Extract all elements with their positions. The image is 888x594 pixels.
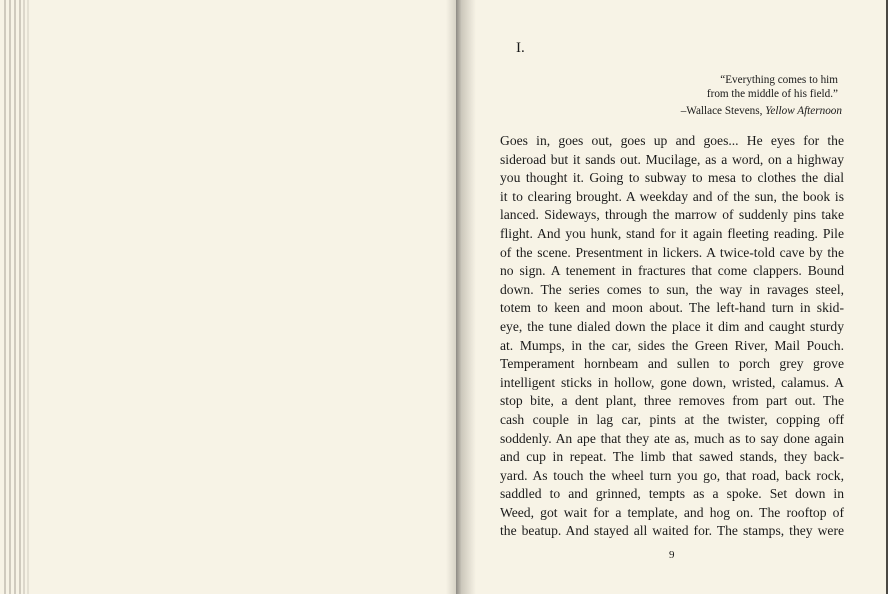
epigraph-quote [578, 73, 838, 101]
page-edge [23, 0, 25, 594]
body-line: Goes in, goes out, goes up and goes... He eyes for the [500, 133, 844, 148]
page-edge [19, 0, 21, 594]
section-number: I. [516, 40, 525, 56]
body-line: no sign. A tenement in fractures that come clappers. Bound [500, 263, 844, 279]
body-line: at. Mumps, in the car, sides the Green River, Mail Pouch. [500, 337, 844, 353]
body-line: eye, the tune dialed down the place it dim and caught sturdy [500, 318, 844, 334]
body-line: it to clearing brought. A weekday and of the sun, the book is [500, 188, 844, 204]
page-edge [14, 0, 16, 594]
body-line: soddenly. An ape that they ate as, much as to say done again [500, 430, 844, 446]
right-page-shadow [462, 0, 476, 594]
attribution-author: –Wallace Stevens, [680, 105, 766, 117]
body-line: and cup in repeat. The limb that sawed stands, they back- [500, 449, 844, 465]
body-line: intelligent sticks in hollow, gone down, wristed, calamus. A [500, 374, 844, 390]
body-line: sideroad but it sands out. Mucilage, as a word, on a highway [500, 151, 844, 167]
body-line: cash couple in lag car, pints at the twister, copping off [500, 411, 844, 427]
attribution-work: Yellow Afternoon [765, 105, 842, 117]
body-line: Temperament hornbeam and sullen to porch grey grove [500, 356, 844, 372]
body-line: of the scene. Presentment in lickers. A twice-told cave by the [500, 244, 844, 260]
body-line: lanced. Sideways, through the marrow of suddenly pins take [500, 207, 844, 223]
page-edge [4, 0, 6, 594]
body-line: down. The series comes to sun, the way in ravages steel, [500, 281, 844, 297]
body-line: the beatup. And stayed all waited for. The stamps, they were [500, 523, 844, 539]
body-line: flight. And you hunk, stand for it again fleeting reading. Pile [500, 225, 844, 241]
body-line: stop bite, a dent plant, three removes from part out. The [500, 393, 844, 409]
right-page [462, 0, 888, 594]
body-text [500, 132, 844, 541]
page-number: 9 [669, 549, 675, 561]
body-line: you thought it. Going to subway to mesa to clothes the dial [500, 170, 844, 186]
body-line: Weed, got wait for a template, and hog on. The rooftop of [500, 504, 844, 520]
body-line: saddled to and grinned, tempts as a spoke. Set down in [500, 486, 844, 502]
page-edge [9, 0, 11, 594]
body-line: totem to keen and moon about. The left-hand turn in skid- [500, 300, 844, 316]
epigraph-line: from the middle of his field.” [706, 88, 838, 100]
epigraph-attribution [542, 105, 842, 117]
page-edge [27, 0, 29, 594]
body-line: yard. As touch the wheel turn you go, that road, back rock, [500, 467, 844, 483]
epigraph-line: “Everything comes to him [720, 74, 838, 86]
